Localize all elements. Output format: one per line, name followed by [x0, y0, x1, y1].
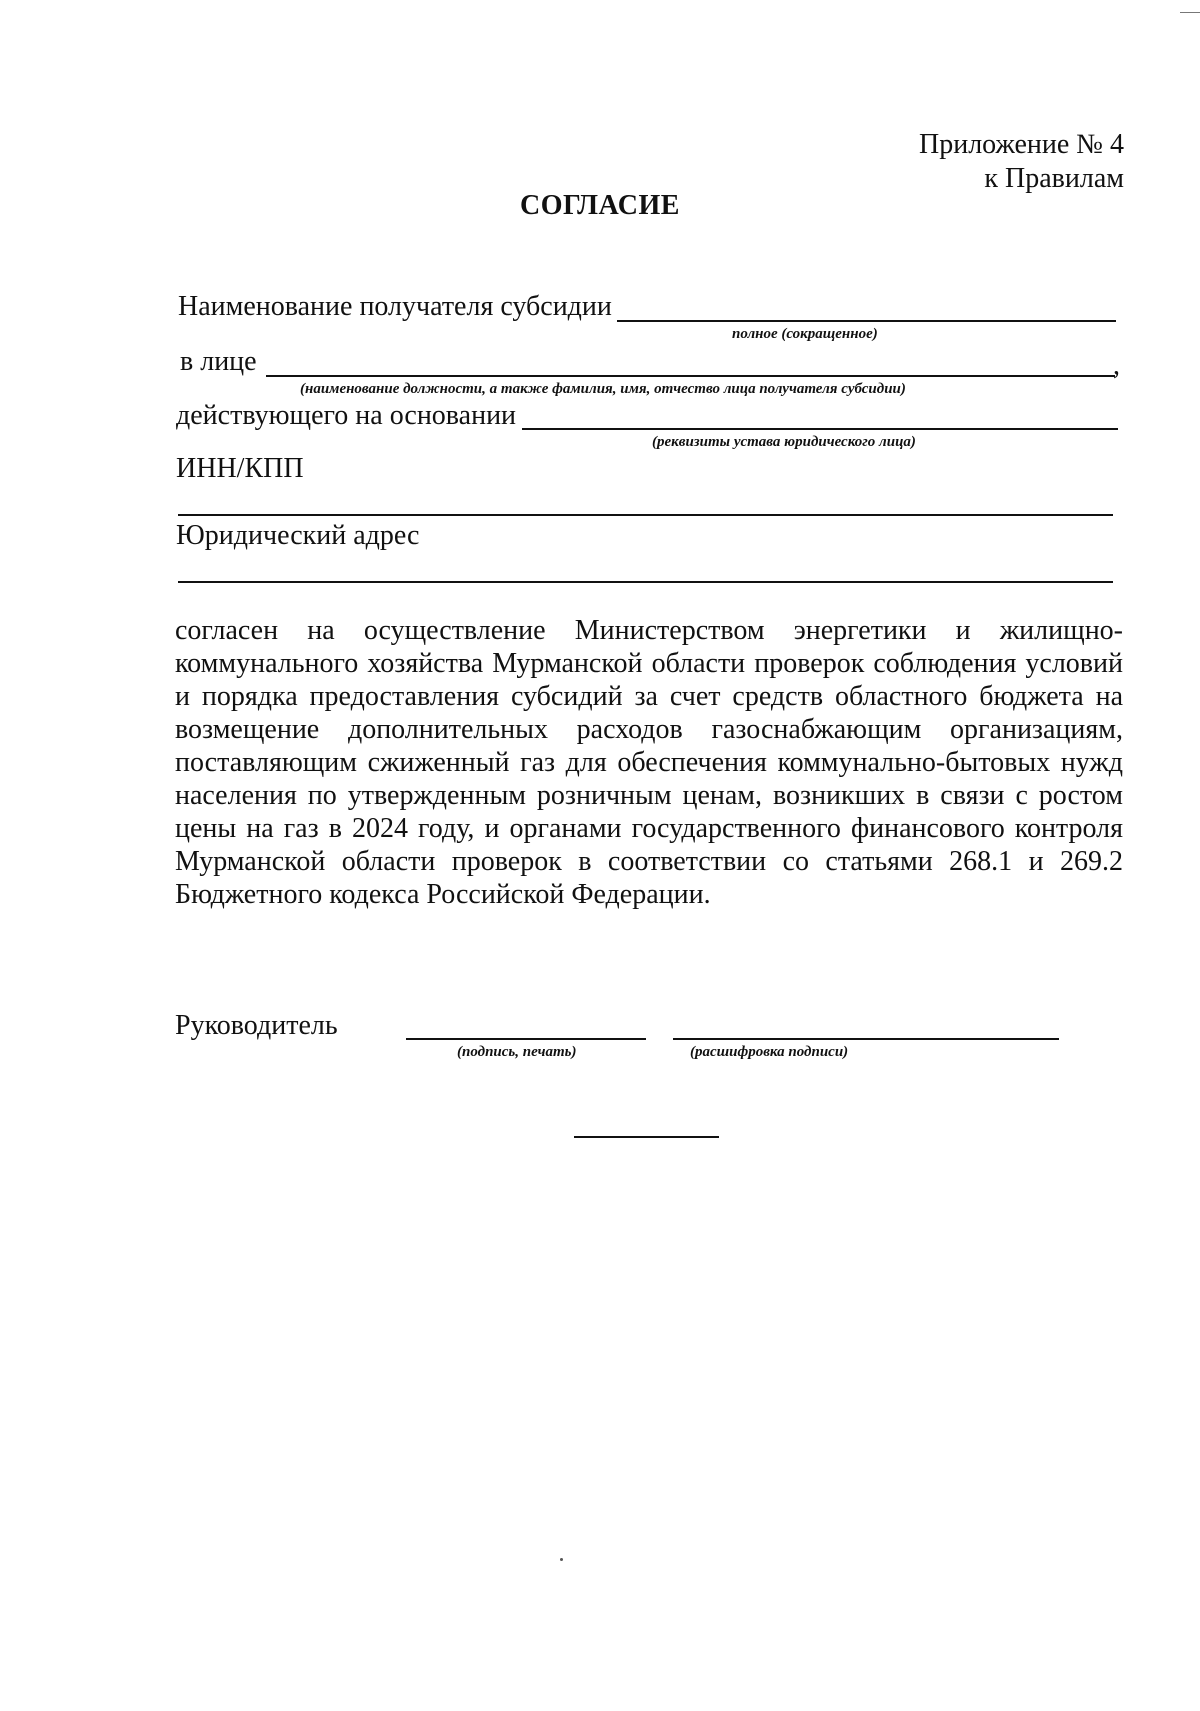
basis-label: действующего на основании	[176, 400, 517, 431]
signature-decode-hint: (расшифровка подписи)	[690, 1044, 849, 1060]
document-title: СОГЛАСИЕ	[520, 190, 680, 221]
recipient-label: Наименование получателя субсидии	[178, 291, 612, 322]
appendix-number: Приложение № 4	[919, 129, 1124, 160]
person-field-line[interactable]	[266, 375, 1115, 377]
scan-dot	[560, 1558, 563, 1561]
person-hint: (наименование должности, а также фамилия, имя, отчество лица получателя субсидии)	[300, 381, 906, 397]
recipient-field-line[interactable]	[617, 320, 1116, 322]
legal-address-field-line[interactable]	[178, 581, 1113, 583]
appendix-reference: к Правилам	[984, 163, 1124, 194]
consent-paragraph: согласен на осуществление Министерством энергетики и жилищно-коммунального хозяйства Мурманской области проверок соблюдения условий и порядка предоставления субсидий за счет средств областного бюджета на возмещение дополнительных расходов газоснабжающим организациям, поставляющим сжиженный газ для обеспечения коммунально-бытовых нужд населения по утвержденным розничным ценам, возникших в связи с ростом цены на газ в 2024 году, и органами государственного финансового контроля Мурманской области проверок в соответствии со статьями 268.1 и 269.2 Бюджетного кодекса Российской Федерации.	[175, 615, 1123, 910]
basis-field-line[interactable]	[522, 428, 1118, 430]
legal-address-label: Юридический адрес	[176, 520, 420, 551]
head-label: Руководитель	[175, 1010, 338, 1041]
inn-kpp-label: ИНН/КПП	[176, 453, 304, 484]
scan-edge-mark	[1180, 12, 1200, 13]
person-comma: ,	[1113, 350, 1120, 381]
recipient-hint: полное (сокращенное)	[732, 326, 878, 342]
appendix-header	[919, 128, 1124, 196]
signature-line[interactable]	[406, 1038, 646, 1040]
person-label: в лице	[180, 346, 257, 377]
signature-decode-line[interactable]	[673, 1038, 1059, 1040]
signature-hint: (подпись, печать)	[457, 1044, 577, 1060]
basis-hint: (реквизиты устава юридического лица)	[652, 434, 916, 450]
inn-kpp-field-line[interactable]	[178, 514, 1113, 516]
closing-separator	[574, 1136, 719, 1138]
